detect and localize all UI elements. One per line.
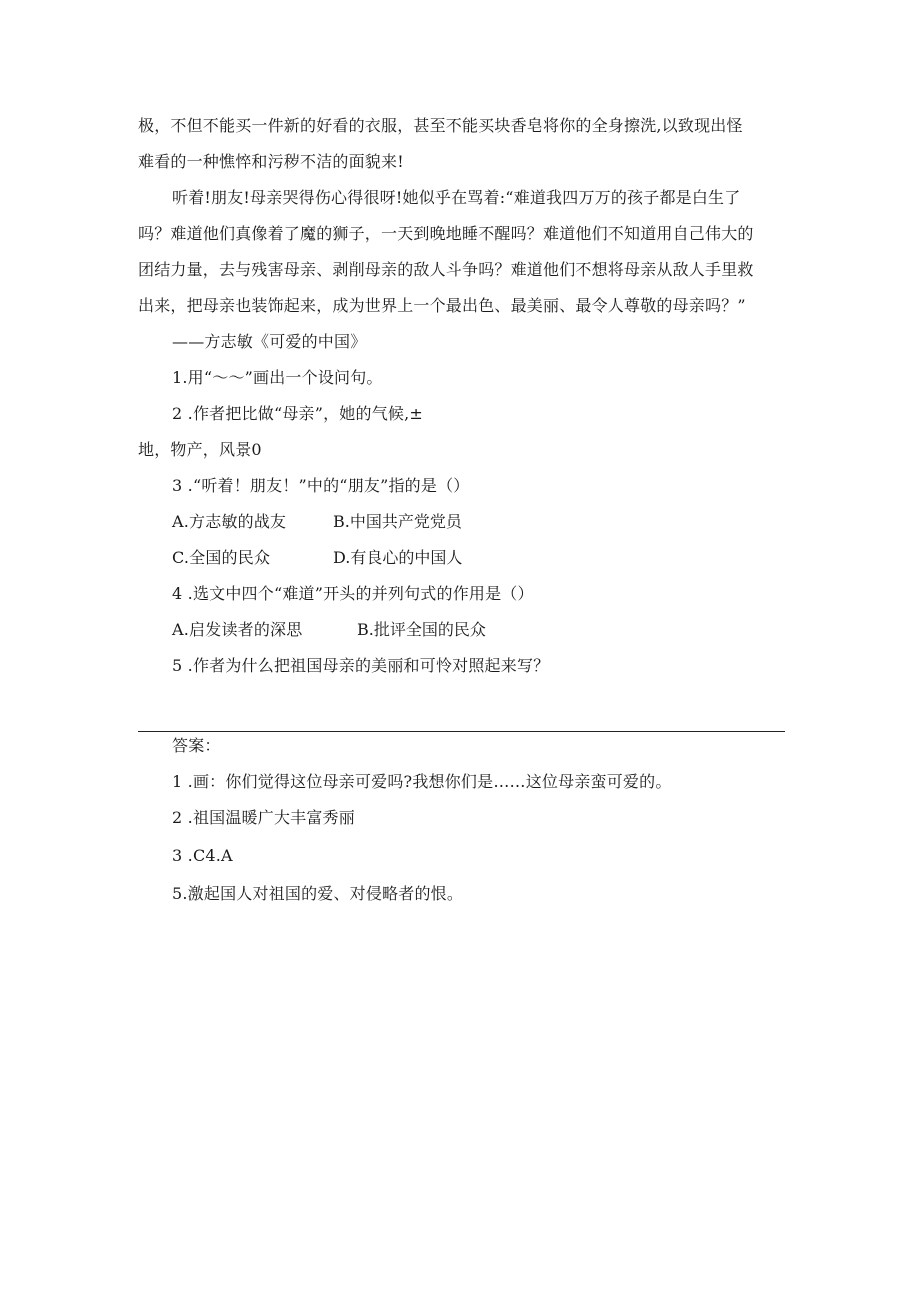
question-4-option-b: B.批评全国的民众 xyxy=(357,620,486,639)
passage-line-4: 吗？难道他们真像着了魔的狮子，一天到晚地睡不醒吗？难道他们不知道用自己伟大的 xyxy=(138,224,754,243)
passage-line-2: 难看的一种憔悴和污秽不洁的面貌来! xyxy=(138,152,404,171)
passage-source: ——方志敏《可爱的中国》 xyxy=(172,332,367,351)
question-3-option-a: A.方志敏的战友 xyxy=(172,512,287,531)
divider-line xyxy=(138,731,785,732)
question-1: 1.用“～～”画出一个设问句。 xyxy=(172,368,383,387)
answer-1: 1 .画：你们觉得这位母亲可爱吗?我想你们是……这位母亲蛮可爱的。 xyxy=(172,772,672,791)
answer-2: 2 .祖国温暖广大丰富秀丽 xyxy=(172,808,355,827)
question-4-option-a: A.启发读者的深思 xyxy=(172,620,303,639)
answer-5: 5.激起国人对祖国的爱、对侵略者的恨。 xyxy=(172,884,464,903)
question-3-option-c: C.全国的民众 xyxy=(172,548,271,567)
question-2-line-2: 地，物产，风景0 xyxy=(138,440,262,459)
answers-heading: 答案： xyxy=(172,736,221,755)
passage-line-3: 听着!朋友!母亲哭得伤心得很呀!她似乎在骂着:“难道我四万万的孩子都是白生了 xyxy=(172,188,741,207)
passage-line-6: 出来，把母亲也装饰起来，成为世界上一个最出色、最美丽、最令人尊敬的母亲吗？” xyxy=(138,296,746,315)
passage-line-5: 团结力量，去与残害母亲、剥削母亲的敌人斗争吗？难道他们不想将母亲从敌人手里救 xyxy=(138,260,754,279)
question-5: 5 .作者为什么把祖国母亲的美丽和可怜对照起来写？ xyxy=(172,656,550,675)
question-3: 3 .“听着！朋友！”中的“朋友”指的是（） xyxy=(172,476,470,495)
question-3-option-b: B.中国共产党党员 xyxy=(333,512,462,531)
passage-line-1: 极，不但不能买一件新的好看的衣服，甚至不能买块香皂将你的全身擦洗,以致现出怪 xyxy=(138,116,743,135)
question-3-option-d: D.有良心的中国人 xyxy=(333,548,463,567)
question-4: 4 .选文中四个“难道”开头的并列句式的作用是（） xyxy=(172,584,534,603)
answer-3: 3 .C4.A xyxy=(172,846,233,865)
question-2-line-1: 2 .作者把比做“母亲”，她的气候,± xyxy=(172,404,424,423)
